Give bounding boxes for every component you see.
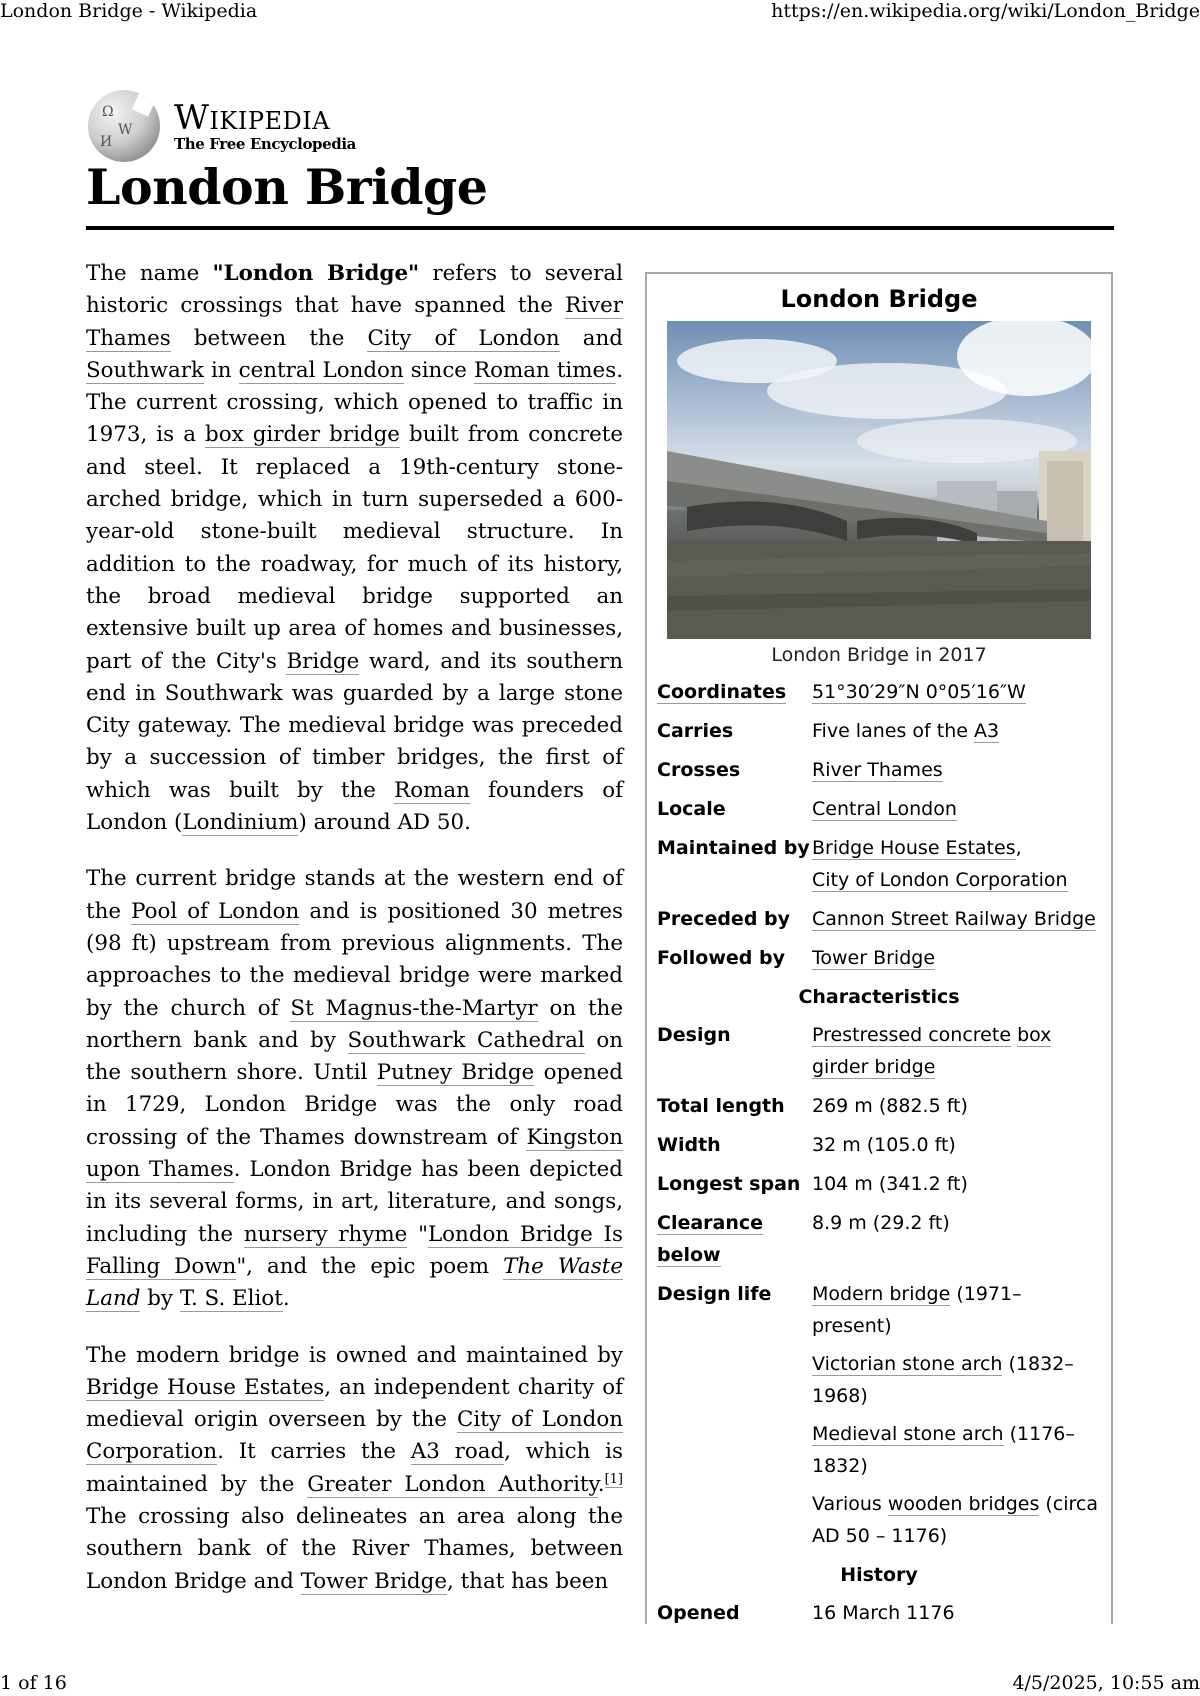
infobox-text: 104 m (341.2 ft) [812,1173,968,1195]
infobox-row [657,832,1101,896]
article-link[interactable]: Londinium [182,810,299,836]
infobox-link[interactable]: Cannon Street Railway Bridge [812,908,1096,930]
article-link[interactable]: City of London Corporation [86,1407,623,1465]
article-text: and [559,325,623,351]
article-text: . [282,1286,290,1312]
infobox-link[interactable]: wooden bridges [887,1493,1040,1515]
article-text: by [140,1286,180,1312]
infobox-label: Preceded by [657,908,791,930]
infobox-label-link[interactable]: Coordinates [657,681,787,703]
infobox-link[interactable]: box [1017,1024,1052,1046]
infobox-section-header: Characteristics [798,986,960,1008]
article-text: on the northern bank and by [86,995,623,1053]
infobox-text: Five lanes of the [812,720,974,742]
wikipedia-logo[interactable] [88,90,356,162]
infobox-label: Width [657,1134,721,1156]
article-text: . It carries the [217,1439,411,1465]
article-text: opened in 1729, London Bridge was the only road crossing of the Thames downstream of [86,1060,623,1150]
infobox-value-line [812,754,1101,786]
infobox-value-line [812,942,1101,974]
infobox-value [812,715,1101,747]
article-text: ward, and its southern end in Southwark was guarded by a large stone City gateway. The medieval bridge was preceded by a succession of timber bridges, the first of which was built by the [86,648,623,803]
infobox-link[interactable]: 51°30′29″N 0°05′16″W [812,681,1026,703]
infobox-link[interactable]: Medieval stone arch [812,1423,1004,1445]
article-link[interactable]: River Thames [86,293,623,351]
infobox-label: Followed by [657,947,785,969]
infobox-value [812,832,1101,896]
wordmark-title: Wikipedia [174,97,331,138]
infobox-text: 1968) [812,1385,868,1407]
title-divider [86,226,1114,230]
article-link[interactable]: A3 road [410,1439,505,1465]
infobox-text: (1176– [1003,1423,1075,1445]
infobox-row [657,754,1101,786]
article-link[interactable]: Tower Bridge [300,1568,447,1594]
infobox-row [657,1129,1101,1161]
article-link[interactable]: Bridge [286,648,360,674]
page-title: London Bridge [86,158,488,216]
infobox-value-line [812,793,1101,825]
infobox-value-line [812,1090,1101,1122]
infobox-text: (1832– [1002,1353,1074,1375]
infobox-link[interactable]: girder bridge [812,1056,936,1078]
article-paragraph [86,863,623,1315]
article-text: The crossing also delineates an area along the southern bank of the River Thames, between London Bridge and [86,1503,623,1594]
infobox-row [657,1019,1101,1083]
article-link[interactable]: Roman [394,777,470,803]
article-text: ) around AD 50. [298,810,471,836]
infobox-label: Design [657,1024,731,1046]
citation-link[interactable]: [1] [604,1471,623,1487]
infobox-value [812,676,1101,708]
infobox-link[interactable]: Modern bridge [812,1283,951,1305]
infobox-value-line [812,1597,1101,1629]
infobox-value-line [812,676,1101,708]
infobox-value-line [812,1520,1101,1552]
infobox-row [657,942,1101,974]
article-text: . The current crossing, which opened to traffic in 1973, is a [86,357,623,448]
infobox-link[interactable]: Central London [812,798,957,820]
infobox-link[interactable]: City of London Corporation [812,869,1068,891]
infobox-link[interactable]: Victorian stone arch [812,1353,1003,1375]
infobox-text: (circa [1039,1493,1099,1515]
infobox-row [657,1597,1101,1629]
infobox-text: 269 m (882.5 ft) [812,1095,968,1117]
wordmark [174,97,356,153]
article-text: built from concrete and steel. It replaced a 19th-century stone-arched bridge, which in turn superseded a 600-year-old stone-built medieval structure. In addition to the roadway, for much of its history, the broad medieval bridge supported an extensive built up area of homes and businesses, part of the City's [86,422,623,674]
article-link[interactable]: City of London [367,325,560,351]
print-datetime: 4/5/2025, 10:55 am [1012,1672,1200,1694]
infobox-text: AD 50 – 1176) [812,1525,948,1547]
article-text: "London Bridge" [212,261,420,286]
infobox-value-line [812,1348,1101,1380]
infobox-value-line [812,1207,1101,1239]
article-text: The modern bridge is owned and maintained by [86,1342,623,1368]
article-link[interactable]: central London [238,357,404,383]
infobox-value-line [812,1418,1101,1450]
article-text: since [403,357,474,383]
article-link[interactable]: Bridge House Estates [86,1374,325,1400]
article-text: ", and the epic poem [236,1253,504,1279]
infobox-value-line [812,832,1101,864]
infobox-row [657,715,1101,747]
article-paragraph [86,1340,623,1598]
infobox-value-line [812,715,1101,747]
article-text: between the [170,325,368,351]
infobox-value [812,1019,1101,1083]
article-body [86,258,623,1622]
infobox-text: 32 m (105.0 ft) [812,1134,956,1156]
article-text: The name [86,261,213,286]
article-link[interactable]: Putney Bridge [376,1060,535,1086]
article-link[interactable]: Kingston upon Thames [86,1124,623,1183]
infobox-value [812,1597,1101,1629]
infobox-link[interactable]: Tower Bridge [812,947,936,969]
infobox-link[interactable]: A3 [973,720,1000,742]
article-link[interactable]: box girder bridge [205,422,400,448]
infobox-label-link[interactable]: Clearance below [657,1212,764,1266]
infobox-value-line [812,1278,1101,1342]
article-text: on the southern shore. Until [86,1027,623,1086]
article-link[interactable]: Pool of London [131,898,300,924]
wordmark-tagline: The Free Encyclopedia [174,134,356,153]
infobox-row [657,1090,1101,1122]
infobox-text: , [1015,837,1022,859]
infobox-rows [647,676,1111,1629]
infobox-value-line [812,1450,1101,1482]
infobox-value-line [812,1019,1101,1051]
article-link[interactable]: Roman times [474,357,617,383]
infobox-text: 8.9 m (29.2 ft) [812,1212,950,1234]
infobox-row [657,1207,1101,1271]
infobox-label: Carries [657,720,734,742]
infobox-label: Longest span [657,1173,801,1195]
infobox-label[interactable] [657,1207,812,1271]
infobox-title: London Bridge [780,285,978,313]
infobox-row [657,903,1101,935]
infobox-value-line [812,1051,1101,1083]
print-url: https://en.wikipedia.org/wiki/London_Bridge [771,0,1200,22]
infobox-label: Maintained by [657,837,810,859]
article-text: " [407,1221,428,1247]
infobox-value [812,1090,1101,1122]
infobox-row [657,793,1101,825]
print-header [0,0,1200,22]
infobox-value-line [812,1129,1101,1161]
infobox-text: Various [812,1493,888,1515]
article-text: founders of London ( [86,777,623,836]
infobox-value [812,754,1101,786]
article-link[interactable]: St Magnus-the-Martyr [290,995,538,1021]
infobox-label: Crosses [657,759,741,781]
article-text: , which is maintained by the [86,1439,624,1497]
article-text: . London Bridge has been depicted in its several forms, in art, literature, and songs, including the [86,1157,623,1247]
article-text: in [203,357,239,383]
infobox-value [812,793,1101,825]
print-page-number: 1 of 16 [0,1672,67,1694]
article-link[interactable]: nursery rhyme [243,1221,408,1247]
infobox-label: Opened [657,1602,740,1624]
infobox-value-line [812,864,1101,896]
article-text: , an independent charity of medieval origin overseen by the [86,1374,623,1433]
article-link[interactable]: London Bridge Is Falling Down [86,1221,623,1279]
article-text: , that has been [446,1568,609,1594]
infobox-value [812,903,1101,935]
infobox-label: Design life [657,1283,772,1305]
article-link[interactable]: Southwark [86,357,204,383]
infobox-value [812,1168,1101,1200]
infobox-value-line [812,903,1101,935]
infobox-value [812,1207,1101,1271]
article-link[interactable]: Greater London Authority [307,1471,598,1497]
infobox-section-header: History [840,1564,918,1586]
infobox-text: 16 March 1176 [812,1602,955,1624]
infobox-value [812,1129,1101,1161]
infobox-image[interactable] [667,321,1091,639]
infobox-row [657,1278,1101,1552]
infobox-row [657,676,1101,708]
infobox-value-line [812,1380,1101,1412]
print-footer [0,1672,1200,1694]
article-link[interactable]: Southwark Cathedral [347,1027,585,1053]
infobox-image-caption: London Bridge in 2017 [771,644,987,666]
article-paragraph [86,258,623,839]
infobox-label[interactable] [657,676,812,708]
infobox-label: Total length [657,1095,785,1117]
infobox [645,272,1113,1624]
infobox-value [812,1278,1101,1552]
bridge-photo [667,321,1091,639]
article-text: refers to several historic crossings that have spanned the [86,261,624,319]
infobox-link[interactable]: Prestressed concrete [812,1024,1012,1046]
infobox-row [657,1168,1101,1200]
print-page-title: London Bridge - Wikipedia [0,0,258,22]
infobox-value [812,942,1101,974]
infobox-text: (1971–present) [812,1283,1022,1337]
wikipedia-globe-icon: Ω W И [88,90,160,162]
infobox-value-line [812,1168,1101,1200]
article-text: . [597,1471,605,1497]
article-text: The current bridge stands at the western end of the [86,866,623,924]
article-text: and is positioned 30 metres (98 ft) upstream from previous alignments. The approaches to the medieval bridge were marked by the church of [86,898,623,1021]
infobox-link[interactable]: Bridge House Estates [812,837,1016,859]
infobox-value-line [812,1488,1101,1520]
infobox-label: Locale [657,798,726,820]
article-link[interactable]: The Waste Land [86,1253,624,1312]
article-link[interactable]: T. S. Eliot [179,1286,283,1312]
infobox-text: 1832) [812,1455,868,1477]
infobox-link[interactable]: River Thames [812,759,943,781]
